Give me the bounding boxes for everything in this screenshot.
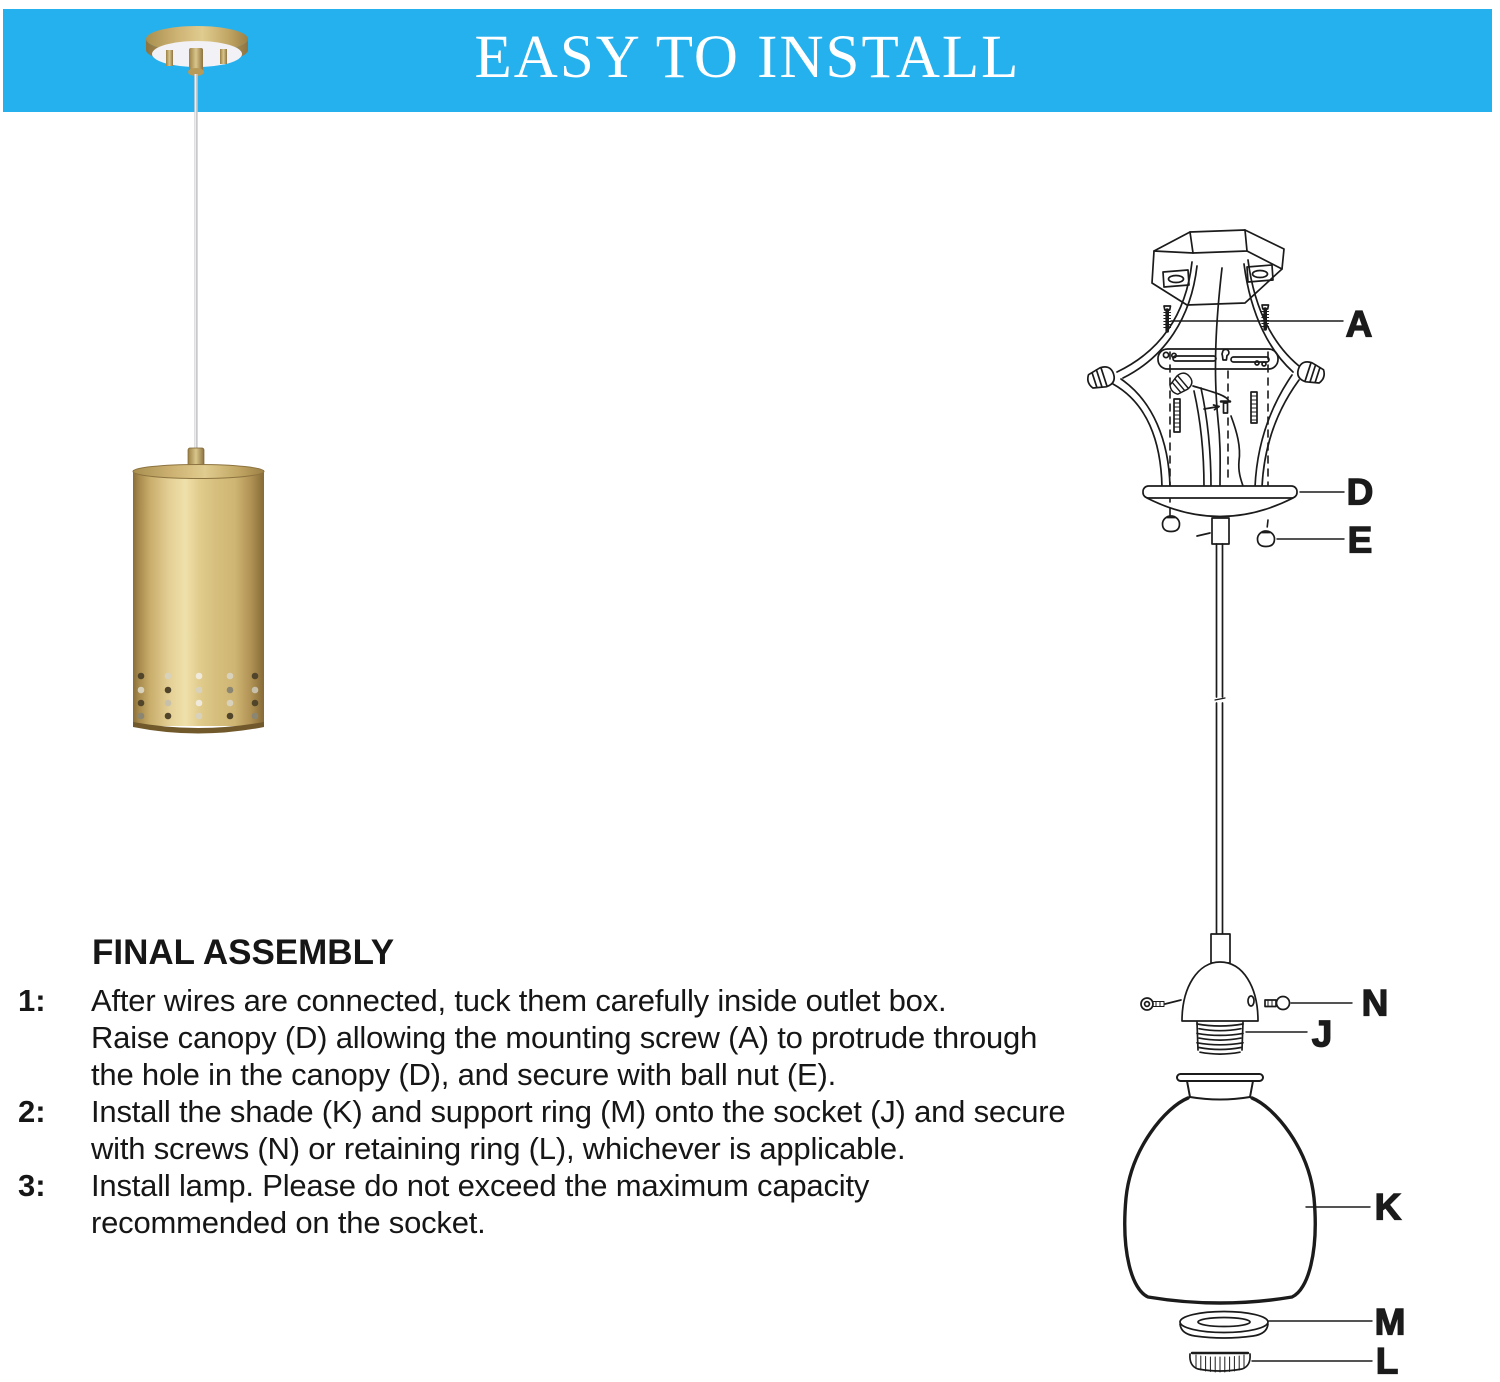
outlet-box — [1152, 230, 1284, 305]
wire-nut — [1295, 359, 1326, 386]
part-label-retaining-ring-l: L — [1375, 1340, 1399, 1382]
part-label-support-ring-m: M — [1374, 1301, 1406, 1343]
instructions-heading: FINAL ASSEMBLY — [92, 933, 395, 972]
step-number — [18, 1019, 91, 1056]
instruction-row — [18, 1167, 1278, 1204]
mounting-strap — [1158, 349, 1278, 369]
cord-line — [1197, 518, 1229, 934]
step-text: Raise canopy (D) allowing the mounting screw (A) to protrude through — [91, 1020, 1038, 1055]
step-number: 2: — [18, 1094, 46, 1129]
instruction-row — [18, 1019, 1278, 1056]
step-text: Install the shade (K) and support ring (M) onto the socket (J) and secure — [91, 1094, 1066, 1129]
step-number: 3: — [18, 1168, 46, 1203]
step-number: 1: — [18, 983, 46, 1018]
part-label-socket-j: J — [1311, 1013, 1333, 1055]
banner-title: EASY TO INSTALL — [474, 23, 1021, 91]
retaining-ring — [1190, 1353, 1250, 1372]
step-text: with screws (N) or retaining ring (L), whichever is applicable. — [91, 1131, 906, 1166]
wire-nut — [1167, 370, 1195, 398]
step-text: recommended on the socket. — [91, 1205, 486, 1240]
photo-canopy — [146, 26, 248, 76]
part-label-ball-nut-e: E — [1347, 519, 1373, 561]
ball-nut — [1163, 516, 1180, 532]
part-label-screws-n: N — [1361, 982, 1389, 1024]
photo-shade-cylinder — [133, 448, 264, 734]
support-ring — [1180, 1312, 1268, 1339]
part-label-mounting-screw-a: A — [1345, 303, 1373, 345]
step-text: Install lamp. Please do not exceed the maximum capacity — [91, 1168, 870, 1203]
part-label-shade-k: K — [1374, 1186, 1402, 1228]
step-text: After wires are connected, tuck them carefully inside outlet box. — [91, 983, 947, 1018]
part-label-canopy-d: D — [1346, 471, 1374, 513]
wire-nut — [1085, 364, 1116, 391]
instruction-row — [18, 1204, 1278, 1241]
step-text: the hole in the canopy (D), and secure with ball nut (E). — [91, 1057, 837, 1092]
instruction-row — [18, 1130, 1278, 1167]
ball-nut — [1258, 531, 1275, 547]
instruction-row — [18, 1093, 1278, 1130]
step-number — [18, 1056, 91, 1093]
pendant-light-photo — [0, 0, 360, 780]
canopy-drawing — [1143, 486, 1297, 517]
step-number — [18, 1204, 91, 1241]
final-assembly-instructions — [18, 933, 1278, 1241]
photo-cord — [195, 74, 196, 456]
step-number — [18, 1130, 91, 1167]
house-wires — [1117, 260, 1299, 486]
canopy-bell-curves — [1113, 375, 1299, 487]
instruction-row — [18, 982, 1278, 1019]
instruction-row — [18, 1056, 1278, 1093]
